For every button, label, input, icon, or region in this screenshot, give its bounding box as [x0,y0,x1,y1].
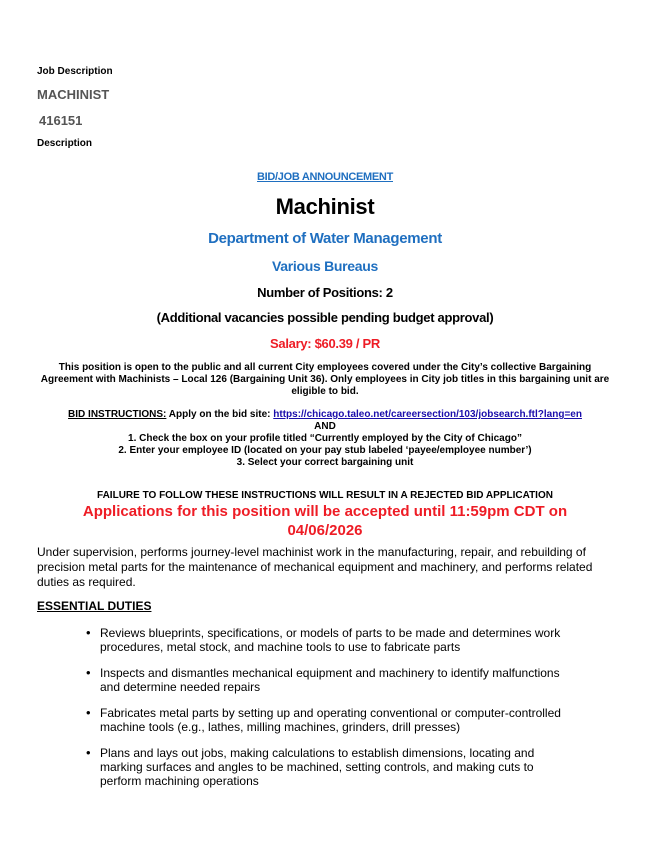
announcement-title: Machinist [275,194,375,219]
duty-text: Plans and lays out jobs, making calculations to establish dimensions, locating and marking surfaces and angles to be machined, setting controls, and making cuts to perform machining operations [100,746,535,788]
warning-notice: FAILURE TO FOLLOW THESE INSTRUCTIONS WILL RESULT IN A REJECTED BID APPLICATION [97,490,553,501]
bid-instructions-text: Apply on the bid site: [166,409,274,420]
description-label: Description [37,138,93,149]
bid-and: AND [314,421,336,432]
application-deadline [0,502,650,540]
duty-item [86,625,570,654]
department-name: Department of Water Management [208,230,442,247]
duty-text: Inspects and dismantles mechanical equipment and machinery to identify malfunctions and determine needed repairs [100,666,560,694]
bureau-name: Various Bureaus [272,258,378,274]
deadline-line-1: Applications for this position will be accepted until 11:59pm CDT on [82,503,568,520]
announcement-heading: BID/JOB ANNOUNCEMENT [257,171,393,183]
number-of-positions: Number of Positions: 2 [257,285,393,300]
bullet-icon: • [86,625,91,640]
duty-item [86,745,570,788]
salary: Salary: $60.39 / PR [270,336,380,351]
bid-step-2: 2. Enter your employee ID (located on your pay stub labeled ‘payee/employee number’) [118,445,532,456]
bid-instructions [30,409,620,469]
bid-step-3: 3. Select your correct bargaining unit [236,457,414,468]
bid-site-link[interactable]: https://chicago.taleo.net/careersection/103/jobsearch.ftl?lang=en [273,409,582,420]
additional-vacancies-note: (Additional vacancies possible pending budget approval) [156,310,494,325]
duty-item [86,665,570,694]
job-description-label: Job Description [37,66,113,77]
job-title-header: MACHINIST [37,87,110,102]
essential-duties-list [86,625,570,788]
job-number: 416151 [39,113,83,128]
duty-text: Fabricates metal parts by setting up and operating conventional or computer-controlled machine tools (e.g., lathes, milling machines, grinders, drill presses) [100,706,561,734]
duty-item [86,705,570,734]
bullet-icon: • [86,745,91,760]
bid-step-1: 1. Check the box on your profile titled “Currently employed by the City of Chicago” [128,433,522,444]
bullet-icon: • [86,705,91,720]
duty-text: Reviews blueprints, specifications, or models of parts to be made and determines work procedures, metal stock, and machine tools to use to fabricate parts [100,626,561,654]
bullet-icon: • [86,665,91,680]
deadline-date: 04/06/2026 [287,522,363,539]
position-summary: Under supervision, performs journey-level machinist work in the manufacturing, repair, and rebuilding of precision metal parts for the maintenance of mechanical equipment and machinery, and performs related duties as required. [37,545,593,589]
essential-duties-heading: ESSENTIAL DUTIES [37,599,152,613]
eligibility-statement: This position is open to the public and all current City employees covered under the City’s collective Bargaining Agreement with Machinists – Local 126 (Bargaining Unit 36). Only employees in City job titles in this bargaining unit are eligible to bid. [40,362,610,397]
bid-instructions-label: BID INSTRUCTIONS: [68,409,167,420]
